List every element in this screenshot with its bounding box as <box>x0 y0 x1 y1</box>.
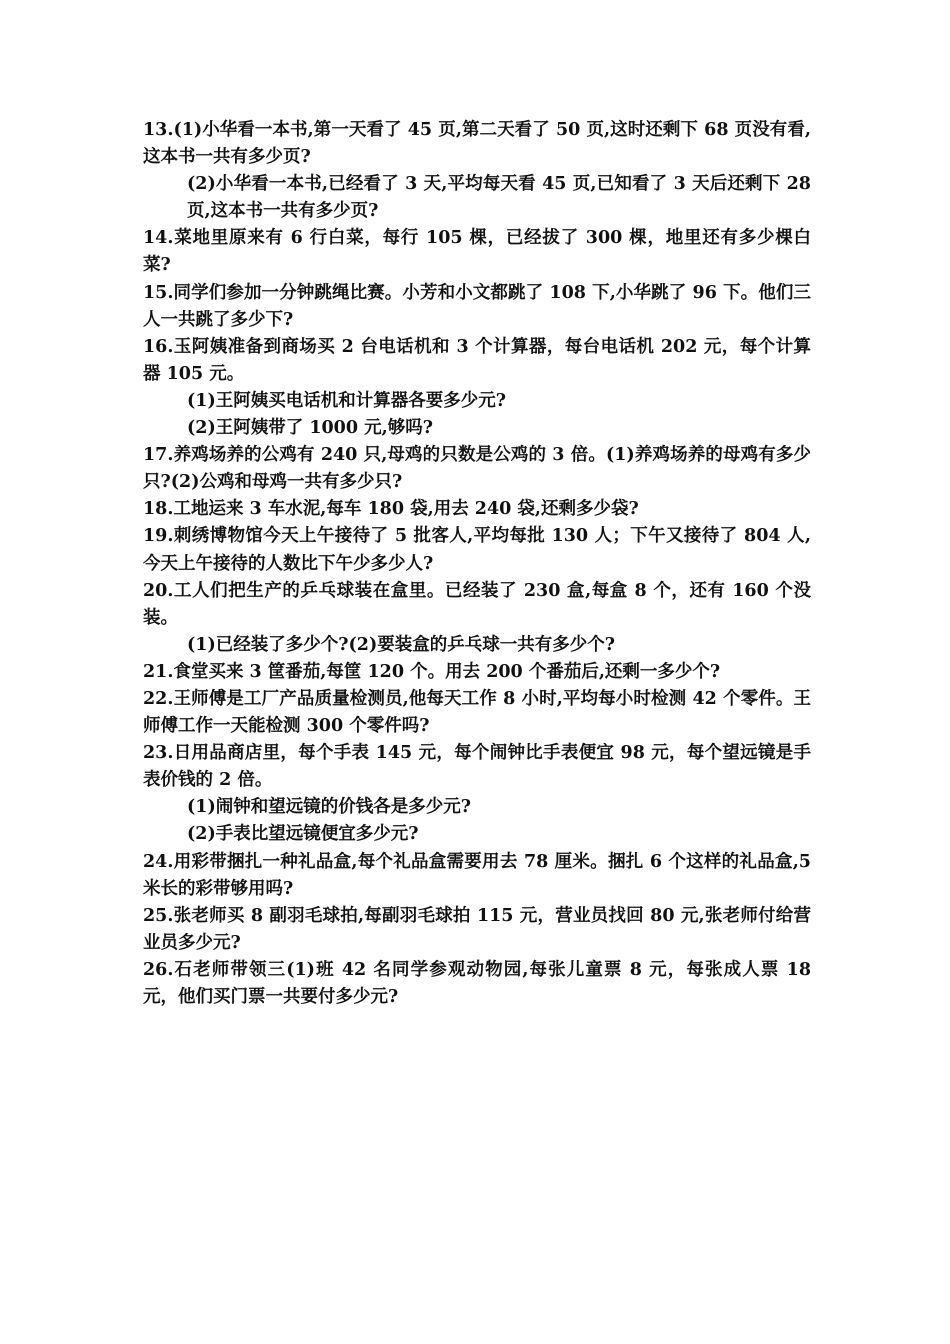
problem-22: 22.王师傅是工厂产品质量检测员,他每天工作 8 小时,平均每小时检测 42 个零件。王师傅工作一天能检测 300 个零件吗? <box>143 688 811 737</box>
problem-15: 15.同学们参加一分钟跳绳比赛。小芳和小文都跳了 108 下,小华跳了 96 下。他们三人一共跳了多少下? <box>143 282 811 330</box>
problem-16: 16.玉阿姨准备到商场买 2 台电话机和 3 个计算器，每台电话机 202 元，每个计算器 105 元。 <box>143 336 811 384</box>
problem-26: 26.石老师带领三(1)班 42 名同学参观动物园,每张儿童票 8 元，每张成人票 18 元，他们买门票一共要付多少元? <box>143 959 811 1007</box>
problem-14: 14.菜地里原来有 6 行白菜，每行 105 棵，已经拔了 300 棵，地里还有多少棵白菜? <box>143 228 811 276</box>
document-page <box>143 117 811 1011</box>
problem-24: 24.用彩带捆扎一种礼品盒,每个礼品盒需要用去 78 厘米。捆扎 6 个这样的礼品盒,5 米长的彩带够用吗? <box>143 851 811 899</box>
problem-20: 20.工人们把生产的乒乓球装在盒里。已经装了 230 盒,每盒 8 个，还有 160 个没装。 <box>143 580 811 628</box>
problem-18: 18.工地运来 3 车水泥,每车 180 袋,用去 240 袋,还剩多少袋? <box>143 499 639 520</box>
problem-23-2: (2)手表比望远镜便宜多少元? <box>187 824 419 845</box>
problem-16-1: (1)王阿姨买电话机和计算器各要多少元? <box>187 390 506 411</box>
problem-25: 25.张老师买 8 副羽毛球拍,每副羽毛球拍 115 元，营业员找回 80 元,张老师付给营业员多少元? <box>143 905 811 953</box>
problem-23: 23.日用品商店里，每个手表 145 元，每个闹钟比手表便宜 98 元，每个望远镜是手表价钱的 2 倍。 <box>143 743 811 791</box>
problem-21: 21.食堂买来 3 筐番茄,每筐 120 个。用去 200 个番茄后,还剩一多少个? <box>143 661 721 682</box>
problem-23-1: (1)闹钟和望远镜的价钱各是多少元? <box>187 797 471 818</box>
problem-19: 19.刺绣博物馆今天上午接待了 5 批客人,平均每批 130 人；下午又接待了 804 人,今天上午接待的人数比下午少多少人? <box>143 526 811 574</box>
problem-13-2: (2)小华看一本书,已经看了 3 天,平均每天看 45 页,已知看了 3 天后还剩下 28 页,这本书一共有多少页? <box>187 174 811 222</box>
problem-20-sub: (1)已经装了多少个?(2)要装盒的乒乓球一共有多少个? <box>187 634 615 655</box>
problem-16-2: (2)王阿姨带了 1000 元,够吗? <box>187 418 433 439</box>
problem-17: 17.养鸡场养的公鸡有 240 只,母鸡的只数是公鸡的 3 倍。(1)养鸡场养的母鸡有多少只?(2)公鸡和母鸡一共有多少只? <box>143 445 811 493</box>
problem-13-1: 13.(1)小华看一本书,第一天看了 45 页,第二天看了 50 页,这时还剩下 68 页没有看,这本书一共有多少页? <box>143 120 811 168</box>
